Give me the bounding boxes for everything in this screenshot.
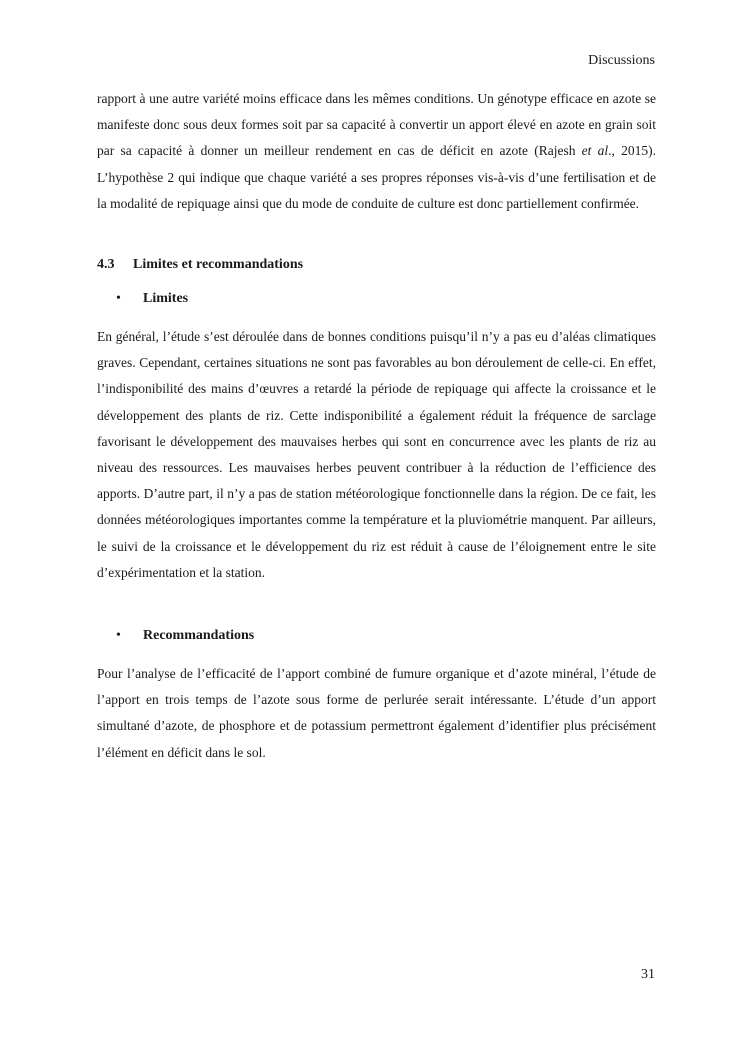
paragraph-text-part: ., 2015). L’hypothèse 2 qui indique que chaque variété a ses propres réponses vis-à-vis d’une fertilisation et de la modalité de repiquage ainsi que du mode de conduite de culture est donc partiellement confirmée. <box>97 143 656 211</box>
running-header: Discussions <box>588 53 655 68</box>
paragraph-continuation <box>97 86 656 217</box>
paragraph-recommendations: Pour l’analyse de l’efficacité de l’apport combiné de fumure organique et d’azote minéral, l’étude de l’apport en trois temps de l’azote sous forme de perlurée serait intéressante. L’étude d’un apport simultané d’azote, de phosphore et de potassium permettront également d’identifier plus précisément l’élément en déficit dans le sol. <box>97 666 656 760</box>
bullet-label: Recommandations <box>143 628 255 643</box>
section-heading <box>97 255 303 275</box>
section-number: 4.3 <box>97 257 115 272</box>
page-number: 31 <box>641 967 655 982</box>
bullet-recommendations <box>116 626 254 646</box>
section-title: Limites et recommandations <box>133 257 304 272</box>
bullet-icon: • <box>116 291 121 306</box>
bullet-label: Limites <box>143 291 189 306</box>
italic-citation: et al <box>581 143 609 159</box>
bullet-limits <box>116 289 188 309</box>
bullet-icon: • <box>116 628 121 643</box>
paragraph-text-part: rapport à une autre variété moins efficace dans les mêmes conditions. Un génotype efficace en azote se manifeste donc sous deux formes soit par sa capacité à convertir un apport élevé en azote en grain soit par sa capacité à donner un meilleur rendement en cas de déficit en azote (Rajesh <box>97 91 656 159</box>
paragraph-limits: En général, l’étude s’est déroulée dans de bonnes conditions puisqu’il n’y a pas eu d’aléas climatiques graves. Cependant, certaines situations ne sont pas favorables au bon déroulement de celle-ci. En effet, l’indisponibilité des mains d’œuvres a retardé la période de repiquage qui affecte la croissance et le développement des plants de riz. Cette indisponibilité a également réduit la fréquence de sarclage favorisant le développement des mauvaises herbes qui sont en concurrence avec les plants de riz au niveau des ressources. Les mauvaises herbes peuvent contribuer à la réduction de l’efficience des apports. D’autre part, il n’y a pas de station météorologique fonctionnelle dans la région. De ce fait, les données météorologiques importantes comme la température et la pluviométrie manquent. Par ailleurs, le suivi de la croissance et le développement du riz est réduit à cause de l’éloignement entre le site d’expérimentation et la station. <box>97 329 656 580</box>
